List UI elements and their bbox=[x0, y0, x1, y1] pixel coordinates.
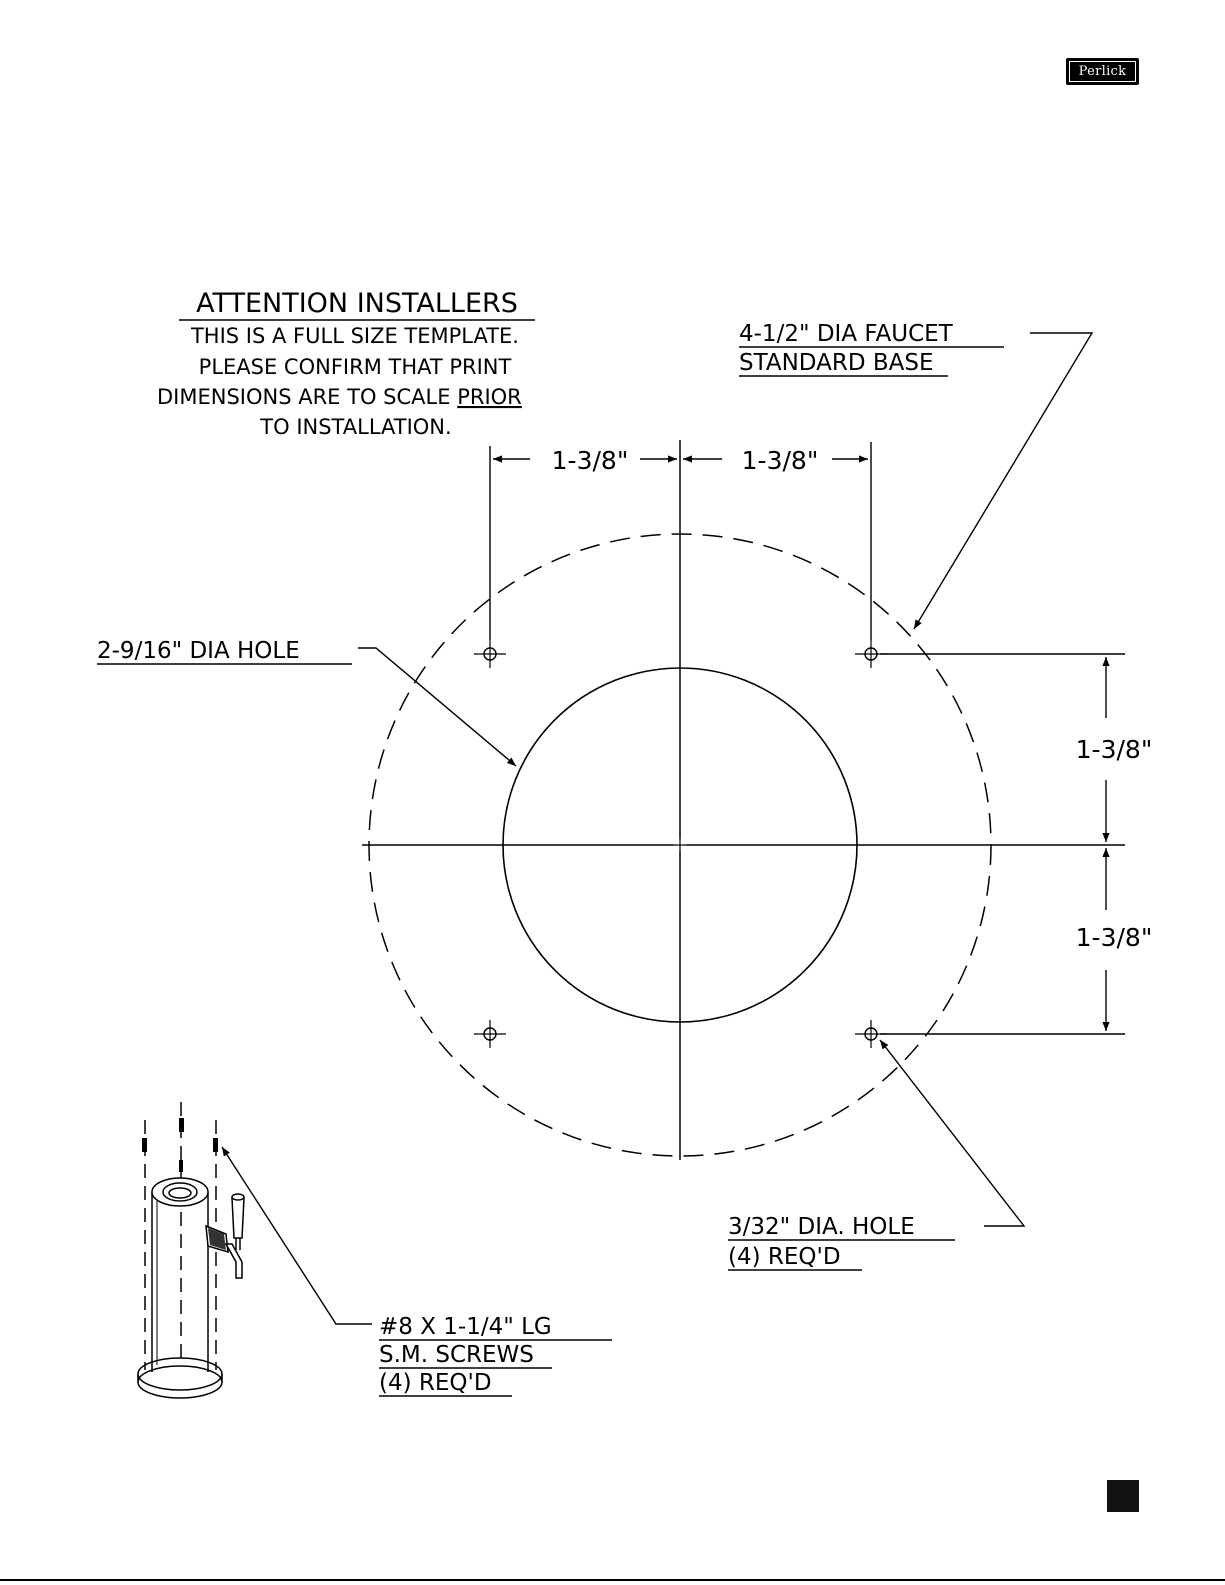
callout-mount-holes-line-2: (4) REQ'D bbox=[728, 1244, 841, 1270]
faucet-tower-illustration bbox=[138, 1102, 244, 1398]
dim-right-upper-label: 1-3/8" bbox=[1075, 735, 1153, 764]
callout-mount-holes bbox=[728, 1040, 1024, 1270]
screw-center-icon bbox=[179, 1118, 184, 1132]
attention-line-4: TO INSTALLATION. bbox=[260, 415, 452, 439]
dim-top-left bbox=[493, 446, 677, 475]
page-tab-marker bbox=[1107, 1480, 1139, 1512]
callout-center-hole bbox=[97, 638, 516, 766]
bottom-rule bbox=[0, 1579, 1225, 1581]
callout-screws-line-1: #8 X 1-1/4" LG bbox=[379, 1314, 552, 1340]
dim-top-right bbox=[683, 446, 868, 475]
callout-screws bbox=[222, 1147, 612, 1396]
mount-hole-top-left bbox=[474, 640, 506, 668]
dim-top-left-label: 1-3/8" bbox=[551, 446, 629, 475]
callout-center-hole-label: 2-9/16" DIA HOLE bbox=[97, 638, 300, 664]
callout-faucet-base bbox=[739, 321, 1092, 629]
perlick-logo bbox=[1066, 58, 1139, 85]
attention-line-1: THIS IS A FULL SIZE TEMPLATE. bbox=[190, 324, 520, 348]
dim-right-lower bbox=[1076, 848, 1153, 1031]
attention-line-3: DIMENSIONS ARE TO SCALE PRIOR bbox=[157, 385, 522, 409]
screw-right-icon bbox=[213, 1138, 218, 1152]
dim-right-upper bbox=[1076, 657, 1153, 842]
callout-mount-holes-line-1: 3/32" DIA. HOLE bbox=[728, 1214, 915, 1240]
screw-left-icon bbox=[142, 1138, 147, 1152]
logo-text: Perlick bbox=[1069, 61, 1136, 82]
callout-faucet-base-line-2: STANDARD BASE bbox=[739, 350, 934, 376]
attention-title: ATTENTION INSTALLERS bbox=[196, 288, 518, 319]
attention-emphasis-prior: PRIOR bbox=[457, 385, 522, 409]
callout-screws-line-3: (4) REQ'D bbox=[379, 1370, 492, 1396]
attention-line-2: PLEASE CONFIRM THAT PRINT bbox=[198, 355, 512, 379]
callout-screws-line-2: S.M. SCREWS bbox=[379, 1342, 534, 1368]
dim-top-right-label: 1-3/8" bbox=[741, 446, 819, 475]
mount-hole-bottom-left bbox=[474, 1020, 506, 1048]
callout-faucet-base-line-1: 4-1/2" DIA FAUCET bbox=[739, 321, 953, 347]
dim-right-lower-label: 1-3/8" bbox=[1075, 923, 1153, 952]
